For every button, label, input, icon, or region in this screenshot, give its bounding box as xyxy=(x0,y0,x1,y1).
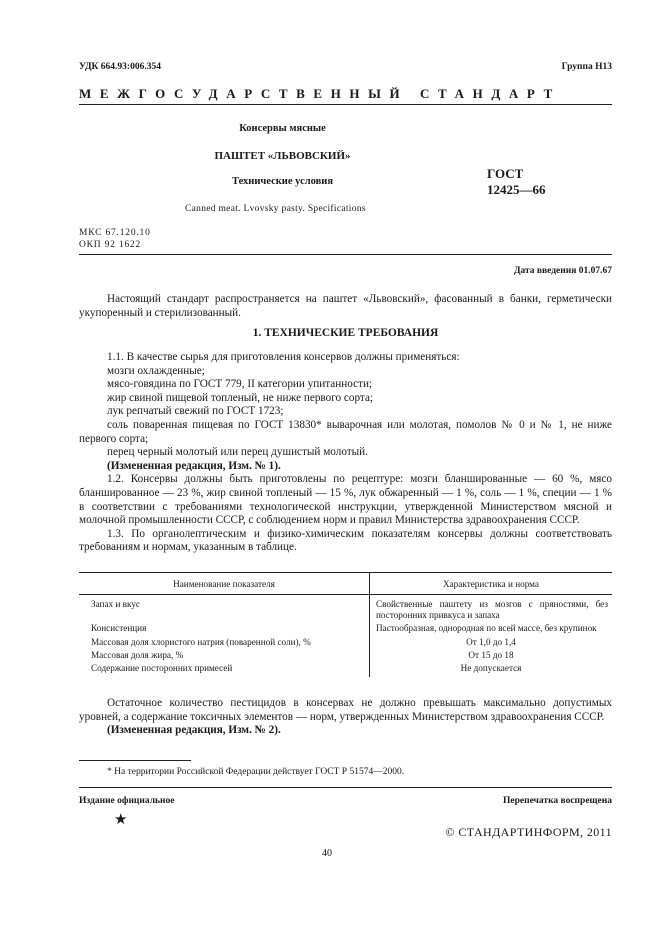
star-icon: ★ xyxy=(114,812,128,828)
list-item: мясо-говядина по ГОСТ 779, II категории упитанности; xyxy=(107,378,373,391)
gost-designation xyxy=(487,166,546,198)
table-row xyxy=(79,622,612,635)
table-cell-name: Содержание посторонних примесей xyxy=(79,662,370,677)
table-row xyxy=(79,649,612,662)
reprint-notice: Перепечатка воспрещена xyxy=(502,796,612,806)
english-title: Canned meat. Lvovsky pasty. Specifications xyxy=(185,204,366,214)
product-category: Консервы мясные xyxy=(239,123,326,134)
closing-section xyxy=(79,697,612,738)
table-cell-value: Пастообразная, однородная по всей массе, без крупинок xyxy=(376,623,597,634)
clause-1-1: 1.1. В качестве сырья для приготовления консервов должны применяться: xyxy=(107,351,460,363)
page-number: 40 xyxy=(322,848,332,859)
table-cell-name: Запах и вкус xyxy=(79,595,370,623)
list-item: лук репчатый свежий по ГОСТ 1723; xyxy=(107,405,284,418)
udk-code: УДК 664.93:006.354 xyxy=(79,62,161,72)
table-header-name: Наименование показателя xyxy=(79,573,370,595)
header-rule xyxy=(79,254,612,255)
document-title: ПАШТЕТ «ЛЬВОВСКИЙ» xyxy=(214,150,351,162)
standard-banner: МЕЖГОСУДАРСТВЕННЫЙ СТАНДАРТ xyxy=(79,86,561,101)
section-heading: 1. ТЕХНИЧЕСКИЕ ТРЕБОВАНИЯ xyxy=(252,327,439,339)
table-cell-value: От 15 до 18 xyxy=(468,649,514,660)
table-row xyxy=(79,662,612,677)
section-body xyxy=(79,351,612,555)
table-row xyxy=(79,636,612,649)
copyright: © СТАНДАРТИНФОРМ, 2011 xyxy=(445,825,612,839)
intro-text: Настоящий стандарт распространяется на паштет «Львовский», фасованный в банки, герметически укупоренный и стерилизованный. xyxy=(79,293,612,319)
change-note-2: (Измененная редакция, Изм. № 2). xyxy=(107,724,281,737)
intro-paragraph xyxy=(79,293,612,320)
table-header-row xyxy=(79,573,612,595)
table-cell-name: Массовая доля жира, % xyxy=(79,649,370,662)
list-item: жир свиной пищевой топленый, не ниже первого сорта; xyxy=(107,391,374,404)
list-item: соль поваренная пищевая по ГОСТ 13830* выварочная или молотая, помолов № 0 и № 1, не ниже первого сорта; xyxy=(79,418,612,445)
list-item: мозги охлажденные; xyxy=(107,364,205,377)
footer-rule xyxy=(79,787,612,788)
change-note-1: (Измененная редакция, Изм. № 1). xyxy=(107,459,281,472)
table-cell-value: От 1,0 до 1,4 xyxy=(466,636,516,647)
classification-codes xyxy=(79,227,151,251)
table-row xyxy=(79,595,612,623)
document-subtitle: Технические условия xyxy=(231,176,334,187)
indicators-table xyxy=(79,572,612,677)
group-code: Группа Н13 xyxy=(561,62,612,72)
table-cell-name: Массовая доля хлористого натрия (поваренной соли), % xyxy=(79,636,370,649)
clause-1-2: 1.2. Консервы должны быть приготовлены по рецептуре: мозги бланшированные — 60 %, мясо бланшированное — 23 %, жир свиной топленый — 15 %, лук обжаренный — 1 %, соль — 1 %, специи — 1 % в соответствии с требованиями технологической инструкции, утвержденной Министерством мясной и молочной промышленности СССР, с соблюдением норм и правил Министерства здравоохранения СССР. xyxy=(79,473,612,527)
official-edition: Издание официальное xyxy=(79,796,175,806)
intro-date: Дата введения 01.07.67 xyxy=(513,266,612,276)
table-header-value: Характеристика и норма xyxy=(370,573,613,595)
footnote: * На территории Российской Федерации действует ГОСТ Р 51574—2000. xyxy=(107,767,405,777)
okp-code: ОКП 92 1622 xyxy=(79,240,142,250)
list-item: перец черный молотый или перец душистый молотый. xyxy=(107,446,368,459)
after-table-text: Остаточное количество пестицидов в консервах не должно превышать максимально допустимых уровней, а содержание токсичных элементов — норм, утвержденных Министерством здравоохранения СССР. xyxy=(79,697,612,723)
table-cell-value: Не допускается xyxy=(460,663,522,674)
table-cell-name: Консистенция xyxy=(79,622,370,635)
gost-label: ГОСТ xyxy=(487,166,524,181)
table-cell-value: Свойственные паштету из мозгов с пряностями, без посторонних привкуса и запаха xyxy=(376,599,608,621)
gost-number: 12425—66 xyxy=(487,182,546,197)
banner-rule xyxy=(79,104,612,105)
clause-1-3: 1.3. По органолептическим и физико-химическим показателям консервы должны соответствовать требованиям и нормам, указанным в таблице. xyxy=(79,527,612,554)
footnote-rule xyxy=(79,760,191,761)
mks-code: МКС 67.120.10 xyxy=(79,228,151,238)
